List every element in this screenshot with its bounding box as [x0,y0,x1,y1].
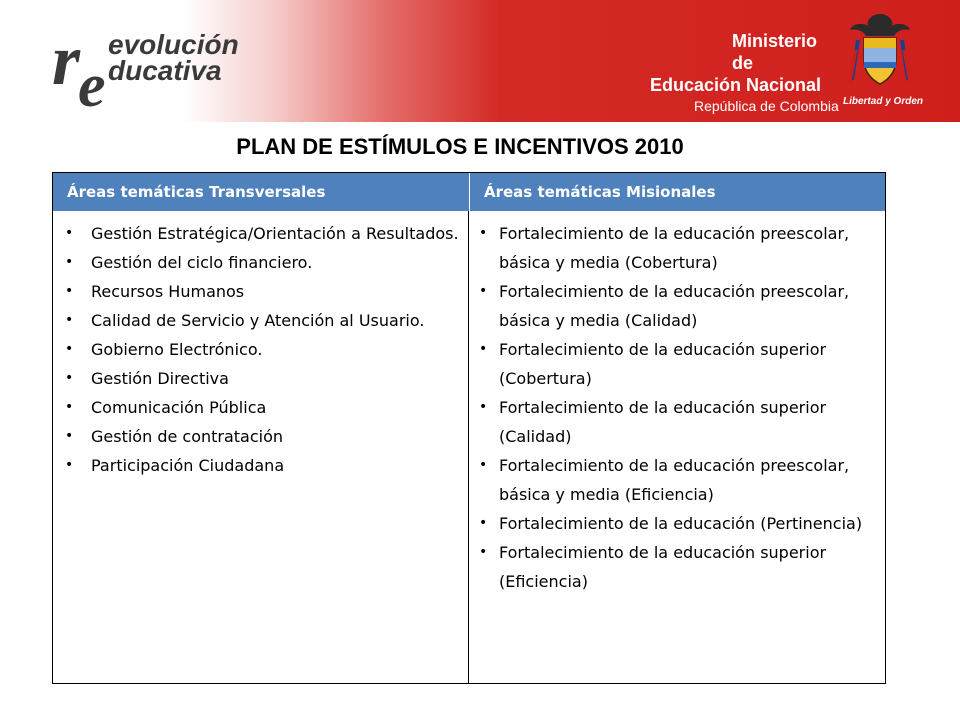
misionales-column [469,211,885,683]
list-item-text: Gobierno Electrónico. [91,340,263,359]
misionales-list [469,219,885,596]
bullet-icon: • [479,515,488,531]
list-item [53,306,468,335]
page-title: PLAN DE ESTÍMULOS E INCENTIVOS 2010 [236,134,684,159]
bullet-icon: • [479,544,488,560]
list-item-text: Participación Ciudadana [91,456,285,475]
list-item [53,422,468,451]
list-item-text: Fortalecimiento de la educación (Pertinencia) [499,514,863,533]
list-item [469,538,885,596]
list-item [53,277,468,306]
list-item-text: Fortalecimiento de la educación superior (Cobertura) [499,340,827,388]
list-item [53,393,468,422]
list-item-text: Recursos Humanos [91,282,245,301]
list-item-text: Calidad de Servicio y Atención al Usuario. [91,311,425,330]
list-item [469,277,885,335]
list-item-text: Fortalecimiento de la educación superior (Calidad) [499,398,827,446]
list-item-text: Gestión Directiva [91,369,229,388]
transversales-column [53,211,469,683]
list-item [53,248,468,277]
header-transversales: Áreas temáticas Transversales [53,173,470,211]
revolucion-educativa-logo [48,14,278,114]
bullet-icon: • [65,457,74,473]
list-item [469,509,885,538]
transversales-list [53,219,468,480]
bullet-icon: • [479,457,488,473]
svg-text:e: e [78,52,106,114]
list-item [53,219,468,248]
colombia-coat-of-arms-icon [842,10,918,90]
list-item-text: Gestión de contratación [91,427,284,446]
list-item-text: Fortalecimiento de la educación preescolar, básica y media (Eficiencia) [499,456,850,504]
list-item [469,335,885,393]
list-item [53,335,468,364]
svg-text:ducativa: ducativa [108,55,222,86]
table-body-row [53,211,885,683]
bullet-icon: • [479,341,488,357]
list-item [53,451,468,480]
ministry-line-1: Ministerio de [732,31,818,73]
list-item [53,364,468,393]
bullet-icon: • [65,428,74,444]
table-header-row [53,173,885,211]
list-item-text: Gestión Estratégica/Orientación a Resultados. [91,224,459,243]
bullet-icon: • [65,341,74,357]
bullet-icon: • [65,399,74,415]
list-item [469,219,885,277]
list-item-text: Fortalecimiento de la educación superior (Eficiencia) [499,543,827,591]
list-item [469,451,885,509]
header-misionales: Áreas temáticas Misionales [484,183,716,201]
svg-text:r: r [52,20,81,100]
list-item-text: Gestión del ciclo financiero. [91,253,313,272]
bullet-icon: • [479,399,488,415]
motto-text: Libertad y Orden [842,96,923,107]
bullet-icon: • [479,225,488,241]
list-item-text: Fortalecimiento de la educación preescolar, básica y media (Cobertura) [499,224,850,272]
bullet-icon: • [65,370,74,386]
bullet-icon: • [65,254,74,270]
bullet-icon: • [479,283,488,299]
themes-table [52,172,886,684]
header-banner [0,0,960,122]
list-item-text: Comunicación Pública [91,398,267,417]
bullet-icon: • [65,225,74,241]
bullet-icon: • [65,312,74,328]
ministry-line-2: Educación Nacional [650,75,822,95]
ministry-line-3: República de Colombia [694,98,839,114]
list-item-text: Fortalecimiento de la educación preescolar, básica y media (Calidad) [499,282,850,330]
svg-text:evolución: evolución [108,29,239,60]
bullet-icon: • [65,283,74,299]
ministry-name [650,30,840,116]
list-item [469,393,885,451]
